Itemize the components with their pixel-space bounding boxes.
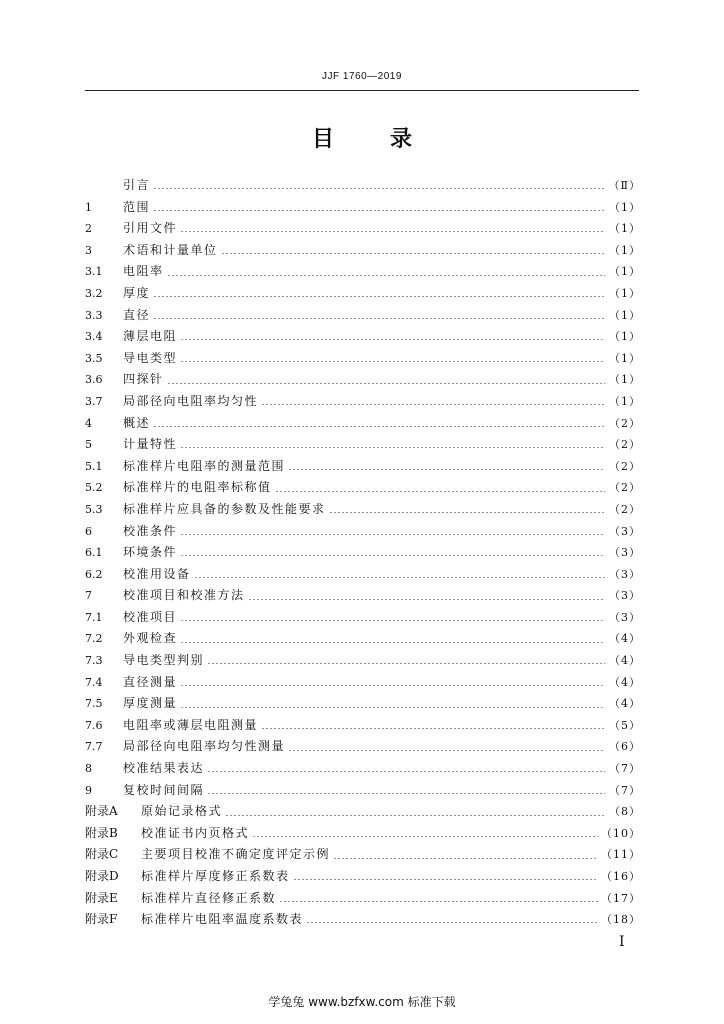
toc-entry-title: 校准条件	[123, 523, 178, 538]
toc-entry-number: 3.3	[85, 308, 103, 322]
toc-entry-number: 5	[85, 438, 92, 452]
toc-entry[interactable]	[85, 780, 641, 802]
toc-dot-leader	[261, 404, 605, 405]
page-title: 目录	[311, 127, 468, 152]
toc-entry-page: （3）	[609, 610, 641, 624]
toc-entry-page: （7）	[609, 762, 641, 776]
toc-entry[interactable]	[85, 434, 641, 456]
toc-entry-title: 引用文件	[123, 221, 178, 236]
toc-entry[interactable]	[85, 477, 641, 499]
toc-entry-number: 5.1	[85, 459, 103, 473]
toc-entry-title: 复校时间间隔	[123, 782, 205, 797]
toc-dot-leader	[153, 318, 605, 319]
toc-entry-page: （1）	[609, 373, 641, 387]
toc-dot-leader	[180, 707, 605, 708]
toc-dot-leader	[288, 469, 605, 470]
toc-entry-number: 附录B	[85, 825, 118, 840]
toc-entry-title: 标准样片的电阻率标称值	[123, 480, 272, 495]
toc-entry-title: 局部径向电阻率均匀性	[123, 393, 259, 408]
toc-entry[interactable]	[85, 909, 641, 931]
toc-dot-leader	[288, 750, 605, 751]
toc-entry[interactable]	[85, 218, 641, 240]
toc-dot-leader	[153, 188, 605, 189]
toc-entry-page: （1）	[609, 286, 641, 300]
toc-entry-title: 标准样片应具备的参数及性能要求	[123, 501, 326, 516]
toc-entry-page: （3）	[609, 524, 641, 538]
toc-entry[interactable]	[85, 197, 641, 219]
toc-entry-title: 校准证书内页格式	[141, 825, 250, 840]
toc-entry-title: 标准样片厚度修正系数表	[141, 869, 290, 883]
toc-dot-leader	[225, 815, 605, 816]
toc-dot-leader	[180, 620, 605, 621]
toc-entry-page: （4）	[609, 675, 641, 689]
toc-entry-title: 导电类型	[123, 350, 178, 365]
toc-entry-title: 术语和计量单位	[123, 242, 218, 257]
toc-dot-leader	[194, 577, 605, 578]
toc-entry-title: 标准样片直径修正系数	[141, 890, 277, 905]
toc-entry-title: 标准样片电阻率的测量范围	[123, 458, 286, 473]
toc-dot-leader	[153, 296, 605, 297]
toc-dot-leader	[180, 361, 605, 362]
toc-entry-title: 环境条件	[123, 545, 178, 560]
toc-entry-page: （2）	[609, 416, 641, 430]
toc-dot-leader	[329, 512, 605, 513]
toc-entry[interactable]	[85, 585, 641, 607]
toc-entry[interactable]	[85, 326, 641, 348]
toc-entry-number: 1	[85, 200, 92, 214]
toc-entry-number: 3.6	[85, 373, 103, 387]
toc-entry-page: （5）	[609, 718, 641, 732]
toc-entry-page: （1）	[609, 330, 641, 344]
toc-dot-leader	[180, 642, 605, 643]
toc-entry-title: 标准样片电阻率温度系数表	[141, 912, 304, 927]
toc-dot-leader	[279, 901, 598, 902]
toc-entry[interactable]	[85, 542, 641, 564]
toc-dot-leader	[180, 534, 605, 535]
toc-entry-title: 直径	[123, 307, 151, 322]
toc-entry[interactable]	[85, 564, 641, 586]
toc-dot-leader	[180, 685, 605, 686]
toc-entry[interactable]	[85, 261, 641, 283]
toc-entry-page: （2）	[609, 438, 641, 452]
toc-entry[interactable]	[85, 715, 641, 737]
toc-entry[interactable]	[85, 650, 641, 672]
toc-entry[interactable]	[85, 348, 641, 370]
toc-entry-page: （2）	[609, 502, 641, 516]
toc-dot-leader	[153, 210, 605, 211]
toc-entry-number: 7.5	[85, 697, 103, 711]
toc-entry-number: 5.3	[85, 502, 103, 516]
toc-entry-number: 7.7	[85, 740, 103, 754]
toc-entry-title: 引言	[123, 178, 151, 192]
footer-watermark-text: 学兔兔 www.bzfxw.com 标准下载	[268, 995, 456, 1009]
toc-entry-number: 4	[85, 416, 92, 430]
toc-dot-leader	[306, 922, 598, 923]
toc-dot-leader	[207, 663, 605, 664]
toc-entry-page: （1）	[609, 394, 641, 408]
toc-entry-page: （8）	[609, 805, 641, 819]
toc-entry-page: （7）	[609, 783, 641, 797]
toc-dot-leader	[261, 728, 605, 729]
toc-dot-leader	[275, 491, 605, 492]
toc-entry-title: 四探针	[123, 372, 164, 387]
toc-entry-number: 3	[85, 243, 92, 257]
toc-entry[interactable]	[85, 369, 641, 391]
toc-entry[interactable]	[85, 521, 641, 543]
toc-entry-title: 局部径向电阻率均匀性测量	[123, 739, 286, 754]
toc-entry-number: 9	[85, 783, 92, 797]
toc-entry-page: （1）	[609, 243, 641, 257]
toc-entry[interactable]	[85, 499, 641, 521]
toc-entry-page: （3）	[609, 567, 641, 581]
toc-entry-number: 7.3	[85, 654, 103, 668]
toc-entry[interactable]	[85, 866, 641, 888]
toc-entry[interactable]	[85, 801, 641, 823]
toc-entry[interactable]	[85, 391, 641, 413]
toc-entry-title: 厚度测量	[123, 696, 178, 711]
toc-entry[interactable]	[85, 283, 641, 305]
toc-entry-number: 7.6	[85, 718, 103, 732]
toc-dot-leader	[293, 879, 598, 880]
toc-entry-title: 主要项目校准不确定度评定示例	[141, 847, 331, 862]
toc-entry-page: （17）	[601, 891, 641, 905]
toc-entry-page: （4）	[609, 632, 641, 646]
toc-entry[interactable]	[85, 672, 641, 694]
page-number: Ⅰ	[619, 934, 625, 950]
toc-entry[interactable]	[85, 823, 641, 845]
toc-entry[interactable]	[85, 175, 641, 197]
toc-entry-number: 6.1	[85, 546, 103, 560]
toc-entry-page: （6）	[609, 740, 641, 754]
toc-entry-title: 厚度	[123, 285, 151, 300]
header-divider	[85, 90, 639, 91]
toc-entry[interactable]	[85, 736, 641, 758]
toc-entry-title: 校准结果表达	[123, 761, 205, 776]
toc-entry-number: 7.1	[85, 610, 103, 624]
toc-dot-leader	[252, 836, 598, 837]
toc-entry-title: 校准用设备	[123, 566, 191, 581]
toc-entry-number: 7	[85, 589, 92, 603]
toc-dot-leader	[180, 339, 605, 340]
toc-dot-leader	[153, 426, 605, 427]
toc-entry-number: 附录A	[85, 804, 118, 819]
toc-entry-page: （10）	[601, 826, 641, 840]
toc-entry-number: 7.2	[85, 632, 103, 646]
toc-entry-page: （1）	[609, 351, 641, 365]
toc-entry-title: 概述	[123, 415, 151, 430]
toc-entry[interactable]	[85, 413, 641, 435]
toc-entry-page: （1）	[609, 222, 641, 236]
toc-dot-leader	[180, 447, 605, 448]
toc-entry[interactable]	[85, 305, 641, 327]
toc-entry-number: 3.4	[85, 330, 103, 344]
toc-entry-number: 6	[85, 524, 92, 538]
toc-entry-title: 电阻率	[123, 264, 164, 279]
toc-dot-leader	[180, 555, 605, 556]
toc-entry-number: 附录D	[85, 869, 119, 883]
toc-entry-title: 薄层电阻	[123, 329, 178, 344]
toc-entry-number: 5.2	[85, 481, 103, 495]
toc-entry-page: （3）	[609, 589, 641, 603]
toc-entry-number: 3.1	[85, 265, 103, 279]
toc-entry-number: 8	[85, 762, 92, 776]
toc-entry-title: 导电类型判别	[123, 653, 205, 668]
toc-dot-leader	[207, 771, 605, 772]
toc-entry-title: 电阻率或薄层电阻测量	[123, 717, 259, 732]
toc-entry[interactable]	[85, 844, 641, 866]
toc-entry-title: 校准项目	[123, 609, 178, 624]
toc-dot-leader	[248, 599, 605, 600]
toc-dot-leader	[180, 231, 605, 232]
toc-entry-title: 范围	[123, 199, 151, 214]
toc-entry-number: 附录C	[85, 847, 119, 862]
toc-entry-page: （3）	[609, 546, 641, 560]
toc-entry-number: 2	[85, 222, 92, 236]
toc-entry[interactable]	[85, 628, 641, 650]
toc-entry-title: 校准项目和校准方法	[123, 588, 245, 603]
toc-entry[interactable]	[85, 456, 641, 478]
toc-entry-page: （4）	[609, 697, 641, 711]
toc-entry-title: 直径测量	[123, 674, 178, 689]
toc-entry-number: 附录E	[85, 890, 118, 905]
toc-entry[interactable]	[85, 693, 641, 715]
toc-entry-page: （16）	[601, 870, 641, 883]
toc-dot-leader	[207, 793, 605, 794]
toc-dot-leader	[167, 383, 605, 384]
standard-code-header: JJF 1760—2019	[322, 71, 402, 82]
toc-entry-number: 7.4	[85, 675, 103, 689]
toc-entry[interactable]	[85, 607, 641, 629]
toc-entry-page: （1）	[609, 308, 641, 322]
toc-entry-page: （11）	[601, 848, 641, 862]
toc-entry-page: （2）	[609, 481, 641, 495]
toc-entry-title: 原始记录格式	[141, 804, 223, 819]
toc-entry-title: 外观检查	[123, 631, 178, 646]
toc-entry-number: 3.5	[85, 351, 103, 365]
toc-entry-page: （2）	[609, 459, 641, 473]
toc-entry[interactable]	[85, 240, 641, 262]
toc-entry-title: 计量特性	[123, 437, 178, 452]
toc-entry-number: 3.2	[85, 286, 103, 300]
toc-entry-page: （18）	[601, 913, 641, 927]
toc-entry-page: （1）	[609, 200, 641, 214]
toc-entry-number: 附录F	[85, 912, 118, 927]
toc-dot-leader	[167, 275, 605, 276]
toc-entry[interactable]	[85, 888, 641, 910]
toc-dot-leader	[221, 253, 605, 254]
toc-entry-page: （Ⅱ）	[608, 179, 641, 192]
toc-entry-page: （1）	[609, 265, 641, 279]
toc-entry-number: 3.7	[85, 394, 103, 408]
toc-entry[interactable]	[85, 758, 641, 780]
toc-dot-leader	[333, 858, 598, 859]
toc-entry-page: （4）	[609, 654, 641, 668]
toc-entry-number: 6.2	[85, 567, 103, 581]
table-of-contents	[85, 175, 641, 931]
